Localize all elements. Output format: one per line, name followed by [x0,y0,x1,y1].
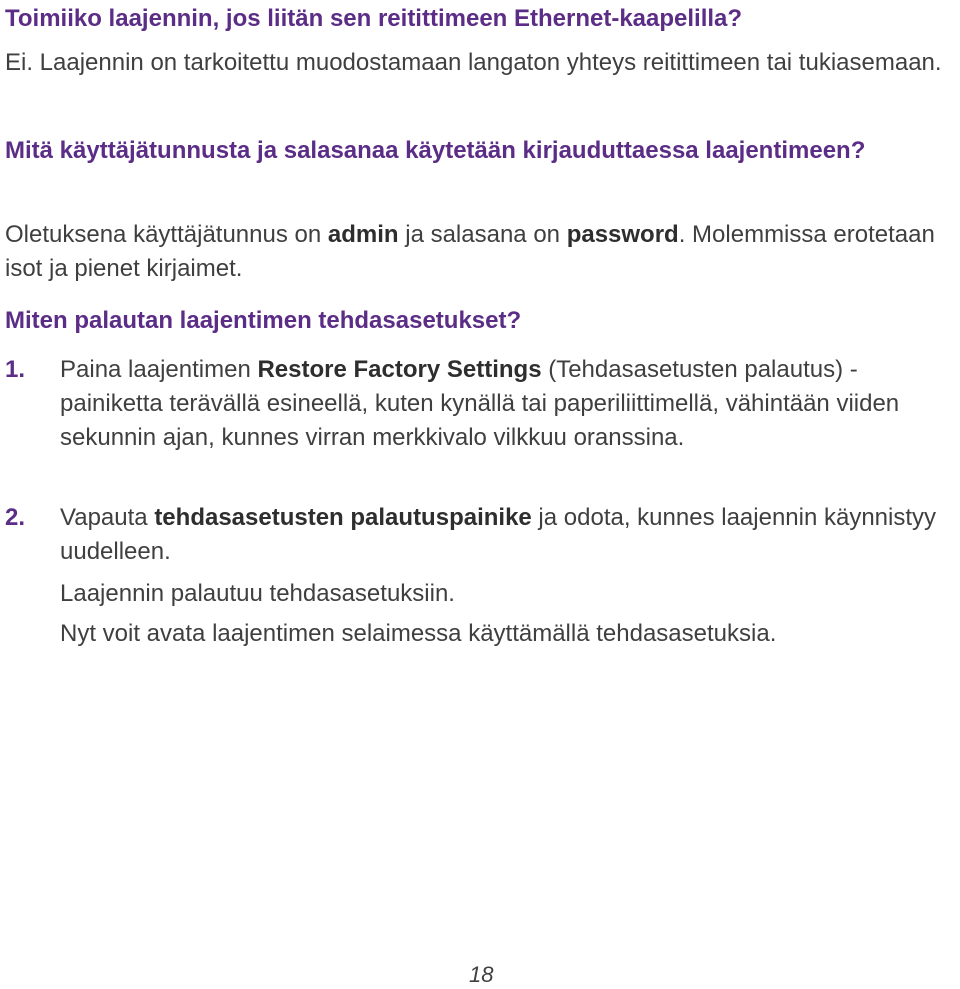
reset-button-name: tehdasasetusten palautuspainike [154,504,532,531]
faq-answer-login [5,218,955,286]
answer-text: ja salasana on [398,221,567,248]
step-text [60,501,955,569]
reset-step-2 [5,501,955,569]
step-text [60,353,955,455]
faq-question-login: Mitä käyttäjätunnusta ja salasanaa käytetään kirjauduttaessa laajentimeen? [5,137,866,164]
page-number: 18 [469,962,494,987]
faq-answer-ethernet: Ei. Laajennin on tarkoitettu muodostamaan langaton yhteys reitittimeen tai tukiasemaan. [5,49,942,76]
step-number: 1. [5,356,26,383]
step-2-note-login: Nyt voit avata laajentimen selaimessa käyttämällä tehdasasetuksia. [60,620,777,647]
step-text-part: Paina laajentimen [60,356,258,383]
answer-text: . Molemmissa erotetaan isot ja pienet kirjaimet. [5,221,935,282]
step-number: 2. [5,504,26,531]
step-2-note-restored: Laajennin palautuu tehdasasetuksiin. [60,580,455,607]
default-username: admin [327,221,399,248]
step-text-part: Vapauta [60,504,155,531]
default-password: password [566,221,679,248]
restore-button-name: Restore Factory Settings [257,356,542,383]
faq-question-ethernet: Toimiiko laajennin, jos liitän sen reitittimeen Ethernet-kaapelilla? [5,5,743,32]
faq-question-factory-reset: Miten palautan laajentimen tehdasasetukset? [5,307,522,334]
step-text-part: ja odota, kunnes laajennin käynnistyy uudelleen. [60,504,937,565]
step-text-part: (Tehdasasetusten palautus) -painiketta terävällä esineellä, kuten kynällä tai paperiliittimellä, vähintään viiden sekunnin ajan, kunnes virran merkkivalo vilkkuu oranssina. [60,356,900,451]
answer-text: Oletuksena käyttäjätunnus on [5,221,328,248]
reset-step-1 [5,353,955,455]
